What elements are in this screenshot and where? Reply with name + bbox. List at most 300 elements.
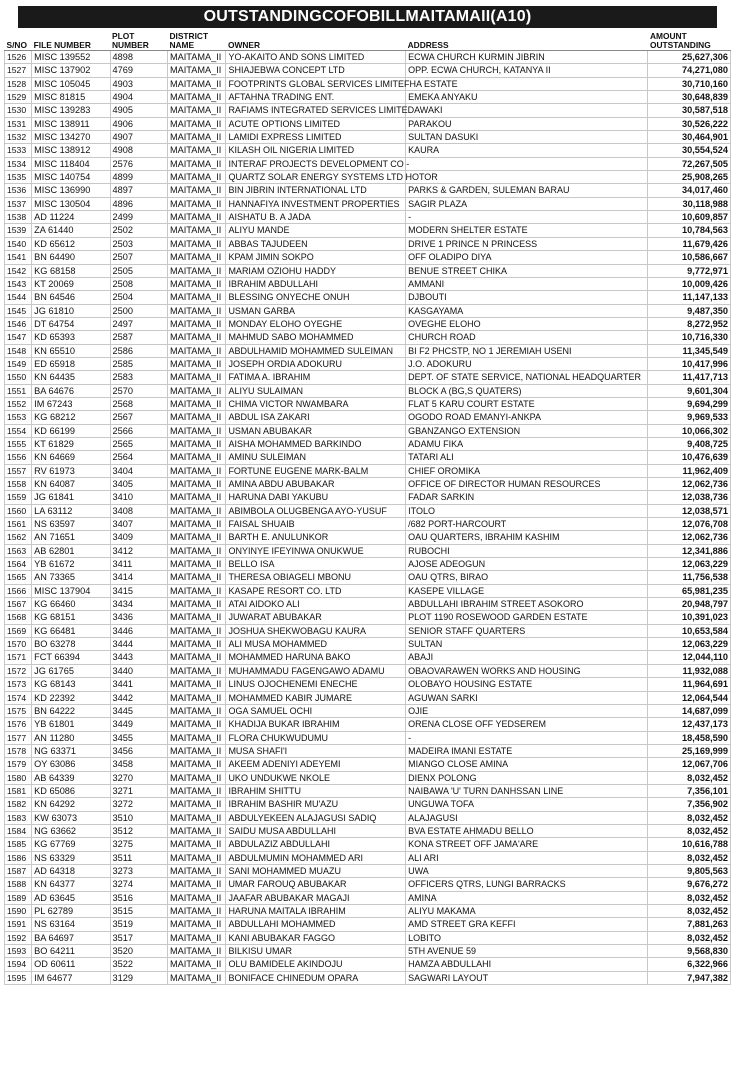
cell-plot-number: 2565 xyxy=(110,437,167,450)
cell-owner: USMAN GARBA xyxy=(226,304,406,317)
cell-plot-number: 2576 xyxy=(110,157,167,170)
cell-file-number: JG 61841 xyxy=(32,491,110,504)
cell-sno: 1562 xyxy=(5,531,32,544)
cell-amount: 9,676,272 xyxy=(648,878,731,891)
table-row xyxy=(5,264,731,277)
cell-owner: ALI MUSA MOHAMMED xyxy=(226,638,406,651)
cell-address: KAURA xyxy=(406,144,648,157)
cell-plot-number: 3414 xyxy=(110,571,167,584)
cell-file-number: BO 64211 xyxy=(32,945,110,958)
cell-district: MAITAMA_II xyxy=(167,958,225,971)
cell-owner: ATAI AIDOKO ALI xyxy=(226,598,406,611)
cell-owner: JOSEPH ORDIA ADOKURU xyxy=(226,357,406,370)
cell-plot-number: 3441 xyxy=(110,678,167,691)
cell-district: MAITAMA_II xyxy=(167,851,225,864)
cell-address: MADEIRA IMANI ESTATE xyxy=(406,744,648,757)
table-row xyxy=(5,357,731,370)
table-row xyxy=(5,197,731,210)
cell-sno: 1566 xyxy=(5,584,32,597)
table-row xyxy=(5,838,731,851)
cell-plot-number: 3415 xyxy=(110,584,167,597)
cell-address: FLAT 5 KARU COURT ESTATE xyxy=(406,397,648,410)
cell-address: DRIVE 1 PRINCE N PRINCESS xyxy=(406,237,648,250)
cell-district: MAITAMA_II xyxy=(167,491,225,504)
cell-plot-number: 3411 xyxy=(110,558,167,571)
cell-sno: 1555 xyxy=(5,437,32,450)
cell-district: MAITAMA_II xyxy=(167,464,225,477)
cell-sno: 1584 xyxy=(5,824,32,837)
table-row xyxy=(5,451,731,464)
cell-amount: 12,064,544 xyxy=(648,691,731,704)
cell-plot-number: 4904 xyxy=(110,91,167,104)
cell-plot-number: 2508 xyxy=(110,277,167,290)
cell-sno: 1551 xyxy=(5,384,32,397)
cell-owner: BIN JIBRIN INTERNATIONAL LTD xyxy=(226,184,406,197)
cell-amount: 12,067,706 xyxy=(648,758,731,771)
cell-address: BVA ESTATE AHMADU BELLO xyxy=(406,824,648,837)
cell-district: MAITAMA_II xyxy=(167,384,225,397)
cell-amount: 9,601,304 xyxy=(648,384,731,397)
cell-owner: ABDULMUMIN MOHAMMED ARI xyxy=(226,851,406,864)
cell-sno: 1546 xyxy=(5,317,32,330)
table-row xyxy=(5,958,731,971)
cell-sno: 1583 xyxy=(5,811,32,824)
cell-file-number: NG 63662 xyxy=(32,824,110,837)
cell-file-number: RV 61973 xyxy=(32,464,110,477)
cell-address: SENIOR STAFF QUARTERS xyxy=(406,624,648,637)
cell-owner: ABDULAZIZ ABDULLAHI xyxy=(226,838,406,851)
cell-file-number: IM 67243 xyxy=(32,397,110,410)
cell-owner: FLORA CHUKWUDUMU xyxy=(226,731,406,744)
cell-address: OJIE xyxy=(406,704,648,717)
cell-amount: 10,391,023 xyxy=(648,611,731,624)
cell-amount: 9,408,725 xyxy=(648,437,731,450)
cell-owner: YO-AKAITO AND SONS LIMITED xyxy=(226,51,406,64)
cell-sno: 1535 xyxy=(5,171,32,184)
cell-sno: 1561 xyxy=(5,518,32,531)
table-row xyxy=(5,851,731,864)
cell-plot-number: 3440 xyxy=(110,664,167,677)
cell-district: MAITAMA_II xyxy=(167,531,225,544)
cell-district: MAITAMA_II xyxy=(167,518,225,531)
cell-address: AGUWAN SARKI xyxy=(406,691,648,704)
cell-file-number: IM 64677 xyxy=(32,971,110,984)
cell-district: MAITAMA_II xyxy=(167,838,225,851)
cell-plot-number: 3444 xyxy=(110,638,167,651)
cell-file-number: DT 64754 xyxy=(32,317,110,330)
cell-file-number: OD 60611 xyxy=(32,958,110,971)
cell-plot-number: 3129 xyxy=(110,971,167,984)
cell-district: MAITAMA_II xyxy=(167,758,225,771)
cell-district: MAITAMA_II xyxy=(167,197,225,210)
header-sno: S/NO xyxy=(5,30,32,51)
cell-district: MAITAMA_II xyxy=(167,504,225,517)
cell-file-number: KN 64087 xyxy=(32,478,110,491)
cell-district: MAITAMA_II xyxy=(167,344,225,357)
table-row xyxy=(5,384,731,397)
cell-sno: 1595 xyxy=(5,971,32,984)
cell-owner: MOHAMMED HARUNA BAKO xyxy=(226,651,406,664)
cell-amount: 9,568,830 xyxy=(648,945,731,958)
cell-address: AMD STREET GRA KEFFI xyxy=(406,918,648,931)
table-row xyxy=(5,64,731,77)
cell-district: MAITAMA_II xyxy=(167,905,225,918)
table-row xyxy=(5,811,731,824)
cell-owner: JAAFAR ABUBAKAR MAGAJI xyxy=(226,891,406,904)
header-file-number: FILE NUMBER xyxy=(32,30,110,51)
table-row xyxy=(5,905,731,918)
cell-plot-number: 3458 xyxy=(110,758,167,771)
table-row xyxy=(5,664,731,677)
cell-address: BENUE STREET CHIKA xyxy=(406,264,648,277)
cell-owner: MAHMUD SABO MOHAMMED xyxy=(226,331,406,344)
table-row xyxy=(5,184,731,197)
cell-sno: 1590 xyxy=(5,905,32,918)
cell-district: MAITAMA_II xyxy=(167,317,225,330)
cell-plot-number: 2507 xyxy=(110,251,167,264)
cell-plot-number: 3272 xyxy=(110,798,167,811)
cell-owner: UMAR FAROUQ ABUBAKAR xyxy=(226,878,406,891)
cell-address: RUBOCHI xyxy=(406,544,648,557)
cell-amount: 11,962,409 xyxy=(648,464,731,477)
cell-file-number: NG 63371 xyxy=(32,744,110,757)
cell-sno: 1529 xyxy=(5,91,32,104)
cell-owner: USMAN ABUBAKAR xyxy=(226,424,406,437)
cell-district: MAITAMA_II xyxy=(167,357,225,370)
cell-file-number: BA 64697 xyxy=(32,931,110,944)
cell-address: PARKS & GARDEN, SULEMAN BARAU xyxy=(406,184,648,197)
cell-owner: ALIYU SULAIMAN xyxy=(226,384,406,397)
cell-owner: RAFIAMS INTEGRATED SERVICES LIMITEDAWAKI xyxy=(226,104,406,117)
cell-plot-number: 4905 xyxy=(110,104,167,117)
cell-district: MAITAMA_II xyxy=(167,931,225,944)
cell-district: MAITAMA_II xyxy=(167,411,225,424)
cell-sno: 1563 xyxy=(5,544,32,557)
cell-sno: 1588 xyxy=(5,878,32,891)
cell-owner: ALIYU MANDE xyxy=(226,224,406,237)
table-row xyxy=(5,304,731,317)
cell-plot-number: 3275 xyxy=(110,838,167,851)
cell-owner: KILASH OIL NIGERIA LIMITED xyxy=(226,144,406,157)
table-row xyxy=(5,344,731,357)
cell-sno: 1587 xyxy=(5,864,32,877)
table-row xyxy=(5,251,731,264)
cell-sno: 1547 xyxy=(5,331,32,344)
cell-sno: 1545 xyxy=(5,304,32,317)
cell-address: ALIYU MAKAMA xyxy=(406,905,648,918)
cell-district: MAITAMA_II xyxy=(167,51,225,64)
cell-district: MAITAMA_II xyxy=(167,91,225,104)
cell-district: MAITAMA_II xyxy=(167,237,225,250)
cell-amount: 12,044,110 xyxy=(648,651,731,664)
cell-amount: 10,616,788 xyxy=(648,838,731,851)
cell-plot-number: 3409 xyxy=(110,531,167,544)
table-row xyxy=(5,411,731,424)
cell-plot-number: 3405 xyxy=(110,478,167,491)
cell-file-number: ZA 61440 xyxy=(32,224,110,237)
cell-owner: INTERAF PROJECTS DEVELOPMENT CO - xyxy=(226,157,406,170)
cell-owner: ABDULYEKEEN ALAJAGUSI SADIQ xyxy=(226,811,406,824)
cell-file-number: KT 20069 xyxy=(32,277,110,290)
cell-sno: 1544 xyxy=(5,291,32,304)
cell-address: CHURCH ROAD xyxy=(406,331,648,344)
cell-owner: JUWARAT ABUBAKAR xyxy=(226,611,406,624)
cell-amount: 12,341,886 xyxy=(648,544,731,557)
cell-amount: 7,356,101 xyxy=(648,784,731,797)
cell-owner: AMINA ABDU ABUBAKAR xyxy=(226,478,406,491)
cell-owner: ABBAS TAJUDEEN xyxy=(226,237,406,250)
cell-sno: 1568 xyxy=(5,611,32,624)
cell-address: ALAJAGUSI xyxy=(406,811,648,824)
cell-owner: FORTUNE EUGENE MARK-BALM xyxy=(226,464,406,477)
cell-file-number: PL 62789 xyxy=(32,905,110,918)
cell-sno: 1586 xyxy=(5,851,32,864)
cell-sno: 1573 xyxy=(5,678,32,691)
cell-plot-number: 2583 xyxy=(110,371,167,384)
cell-address: AMINA xyxy=(406,891,648,904)
cell-owner: BELLO ISA xyxy=(226,558,406,571)
cell-file-number: KN 64377 xyxy=(32,878,110,891)
cell-sno: 1538 xyxy=(5,211,32,224)
cell-owner: IBRAHIM SHITTU xyxy=(226,784,406,797)
cell-amount: 10,009,426 xyxy=(648,277,731,290)
cell-owner: UKO UNDUKWE NKOLE xyxy=(226,771,406,784)
cell-amount: 8,032,452 xyxy=(648,824,731,837)
cell-sno: 1539 xyxy=(5,224,32,237)
cell-address: CHIEF OROMIKA xyxy=(406,464,648,477)
cell-sno: 1564 xyxy=(5,558,32,571)
cell-sno: 1552 xyxy=(5,397,32,410)
cell-plot-number: 2587 xyxy=(110,331,167,344)
cell-address: SAGWARI LAYOUT xyxy=(406,971,648,984)
table-row xyxy=(5,104,731,117)
cell-file-number: MISC 134270 xyxy=(32,131,110,144)
cell-amount: 10,784,563 xyxy=(648,224,731,237)
cell-owner: KASAPE RESORT CO. LTD xyxy=(226,584,406,597)
cell-address: OFFICERS QTRS, LUNGI BARRACKS xyxy=(406,878,648,891)
cell-plot-number: 4898 xyxy=(110,51,167,64)
cell-plot-number: 2585 xyxy=(110,357,167,370)
cell-amount: 12,062,736 xyxy=(648,478,731,491)
cell-file-number: MISC 140754 xyxy=(32,171,110,184)
table-header-row xyxy=(5,30,731,51)
cell-district: MAITAMA_II xyxy=(167,264,225,277)
cell-amount: 11,417,713 xyxy=(648,371,731,384)
table-row xyxy=(5,584,731,597)
cell-plot-number: 2503 xyxy=(110,237,167,250)
document-title: OUTSTANDINGCOFOBILLMAITAMAII(A10) xyxy=(18,6,717,28)
cell-district: MAITAMA_II xyxy=(167,571,225,584)
cell-sno: 1592 xyxy=(5,931,32,944)
cell-district: MAITAMA_II xyxy=(167,558,225,571)
cell-plot-number: 4907 xyxy=(110,131,167,144)
cell-amount: 18,458,590 xyxy=(648,731,731,744)
cell-plot-number: 3515 xyxy=(110,905,167,918)
table-row xyxy=(5,171,731,184)
cell-file-number: KN 64669 xyxy=(32,451,110,464)
cell-address: UWA xyxy=(406,864,648,877)
cell-sno: 1594 xyxy=(5,958,32,971)
cell-file-number: AN 11280 xyxy=(32,731,110,744)
cell-amount: 9,805,563 xyxy=(648,864,731,877)
cell-amount: 74,271,080 xyxy=(648,64,731,77)
cell-address: BLOCK A (BG,S QUATERS) xyxy=(406,384,648,397)
cell-file-number: KG 66460 xyxy=(32,598,110,611)
header-amount-outstanding: AMOUNT OUTSTANDING xyxy=(648,30,731,51)
cell-address: - xyxy=(406,211,648,224)
cell-plot-number: 3445 xyxy=(110,704,167,717)
cell-address: BI F2 PHCSTP, NO 1 JEREMIAH USENI xyxy=(406,344,648,357)
cell-file-number: FCT 66394 xyxy=(32,651,110,664)
table-row xyxy=(5,157,731,170)
cell-owner: AFTAHNA TRADING ENT. xyxy=(226,91,406,104)
table-row xyxy=(5,491,731,504)
cell-district: MAITAMA_II xyxy=(167,291,225,304)
cell-plot-number: 3274 xyxy=(110,878,167,891)
cell-amount: 30,648,839 xyxy=(648,91,731,104)
outstanding-bills-table xyxy=(4,30,731,985)
table-row xyxy=(5,464,731,477)
cell-address: ADAMU FIKA xyxy=(406,437,648,450)
cell-amount: 7,356,902 xyxy=(648,798,731,811)
table-row xyxy=(5,571,731,584)
cell-sno: 1578 xyxy=(5,744,32,757)
cell-owner: SAIDU MUSA ABDULLAHI xyxy=(226,824,406,837)
cell-address: PARAKOU xyxy=(406,117,648,130)
cell-plot-number: 2502 xyxy=(110,224,167,237)
cell-file-number: AD 63645 xyxy=(32,891,110,904)
cell-file-number: MISC 138911 xyxy=(32,117,110,130)
cell-address: KASGAYAMA xyxy=(406,304,648,317)
cell-owner: BILKISU UMAR xyxy=(226,945,406,958)
cell-plot-number: 3271 xyxy=(110,784,167,797)
cell-plot-number: 3516 xyxy=(110,891,167,904)
cell-plot-number: 3434 xyxy=(110,598,167,611)
cell-amount: 25,627,306 xyxy=(648,51,731,64)
cell-file-number: ED 65918 xyxy=(32,357,110,370)
cell-owner: MOHAMMED KABIR JUMARE xyxy=(226,691,406,704)
cell-sno: 1565 xyxy=(5,571,32,584)
cell-plot-number: 3408 xyxy=(110,504,167,517)
cell-amount: 11,679,426 xyxy=(648,237,731,250)
cell-sno: 1577 xyxy=(5,731,32,744)
cell-sno: 1589 xyxy=(5,891,32,904)
cell-district: MAITAMA_II xyxy=(167,211,225,224)
cell-address: ECWA CHURCH KURMIN JIBRIN xyxy=(406,51,648,64)
cell-district: MAITAMA_II xyxy=(167,131,225,144)
table-row xyxy=(5,131,731,144)
cell-file-number: BO 63278 xyxy=(32,638,110,651)
cell-plot-number: 4897 xyxy=(110,184,167,197)
cell-address: 5TH AVENUE 59 xyxy=(406,945,648,958)
cell-address: EMEKA ANYAKU xyxy=(406,91,648,104)
table-row xyxy=(5,598,731,611)
cell-district: MAITAMA_II xyxy=(167,437,225,450)
cell-plot-number: 3511 xyxy=(110,851,167,864)
cell-amount: 10,066,302 xyxy=(648,424,731,437)
cell-plot-number: 4903 xyxy=(110,77,167,90)
cell-sno: 1548 xyxy=(5,344,32,357)
cell-address: FADAR SARKIN xyxy=(406,491,648,504)
cell-plot-number: 3436 xyxy=(110,611,167,624)
table-row xyxy=(5,758,731,771)
cell-file-number: KD 66199 xyxy=(32,424,110,437)
cell-address: OAU QTRS, BIRAO xyxy=(406,571,648,584)
cell-owner: FAISAL SHUAIB xyxy=(226,518,406,531)
cell-address xyxy=(406,171,648,184)
cell-file-number: BN 64490 xyxy=(32,251,110,264)
cell-district: MAITAMA_II xyxy=(167,864,225,877)
cell-owner: SANI MOHAMMED MUAZU xyxy=(226,864,406,877)
cell-plot-number: 2500 xyxy=(110,304,167,317)
cell-plot-number: 3456 xyxy=(110,744,167,757)
cell-address xyxy=(406,157,648,170)
cell-address: OFFICE OF DIRECTOR HUMAN RESOURCES xyxy=(406,478,648,491)
cell-district: MAITAMA_II xyxy=(167,664,225,677)
cell-district: MAITAMA_II xyxy=(167,945,225,958)
cell-amount: 14,687,099 xyxy=(648,704,731,717)
table-row xyxy=(5,771,731,784)
cell-district: MAITAMA_II xyxy=(167,224,225,237)
cell-district: MAITAMA_II xyxy=(167,878,225,891)
cell-owner: AISHA MOHAMMED BARKINDO xyxy=(226,437,406,450)
cell-district: MAITAMA_II xyxy=(167,691,225,704)
cell-plot-number: 3446 xyxy=(110,624,167,637)
cell-file-number: KN 65510 xyxy=(32,344,110,357)
cell-owner: QUARTZ SOLAR ENERGY SYSTEMS LTD HOTOR xyxy=(226,171,406,184)
table-row xyxy=(5,504,731,517)
cell-district: MAITAMA_II xyxy=(167,144,225,157)
cell-amount: 8,032,452 xyxy=(648,811,731,824)
cell-file-number: NS 63164 xyxy=(32,918,110,931)
cell-plot-number: 2570 xyxy=(110,384,167,397)
cell-sno: 1554 xyxy=(5,424,32,437)
cell-sno: 1543 xyxy=(5,277,32,290)
cell-district: MAITAMA_II xyxy=(167,424,225,437)
cell-district: MAITAMA_II xyxy=(167,584,225,597)
cell-address: MIANGO CLOSE AMINA xyxy=(406,758,648,771)
cell-plot-number: 2566 xyxy=(110,424,167,437)
cell-address: OGODO ROAD EMANYI-ANKPA xyxy=(406,411,648,424)
table-row xyxy=(5,611,731,624)
cell-amount: 11,964,691 xyxy=(648,678,731,691)
table-row xyxy=(5,651,731,664)
cell-sno: 1580 xyxy=(5,771,32,784)
cell-district: MAITAMA_II xyxy=(167,971,225,984)
cell-address: SULTAN DASUKI xyxy=(406,131,648,144)
table-row xyxy=(5,224,731,237)
cell-district: MAITAMA_II xyxy=(167,171,225,184)
cell-owner: OGA SAMUEL OCHI xyxy=(226,704,406,717)
cell-file-number: KG 66481 xyxy=(32,624,110,637)
cell-owner: BLESSING ONYECHE ONUH xyxy=(226,291,406,304)
cell-district: MAITAMA_II xyxy=(167,624,225,637)
cell-address: HAMZA ABDULLAHI xyxy=(406,958,648,971)
cell-amount: 30,526,222 xyxy=(648,117,731,130)
cell-address: - xyxy=(406,731,648,744)
table-row xyxy=(5,317,731,330)
cell-plot-number: 4896 xyxy=(110,197,167,210)
cell-address: ABDULLAHI IBRAHIM STREET ASOKORO xyxy=(406,598,648,611)
cell-amount: 11,147,133 xyxy=(648,291,731,304)
cell-address: LOBITO xyxy=(406,931,648,944)
cell-owner: ABIMBOLA OLUGBENGA AYO-YUSUF xyxy=(226,504,406,517)
cell-district: MAITAMA_II xyxy=(167,251,225,264)
table-row xyxy=(5,718,731,731)
cell-file-number: JG 61810 xyxy=(32,304,110,317)
cell-amount: 8,032,452 xyxy=(648,891,731,904)
cell-sno: 1536 xyxy=(5,184,32,197)
